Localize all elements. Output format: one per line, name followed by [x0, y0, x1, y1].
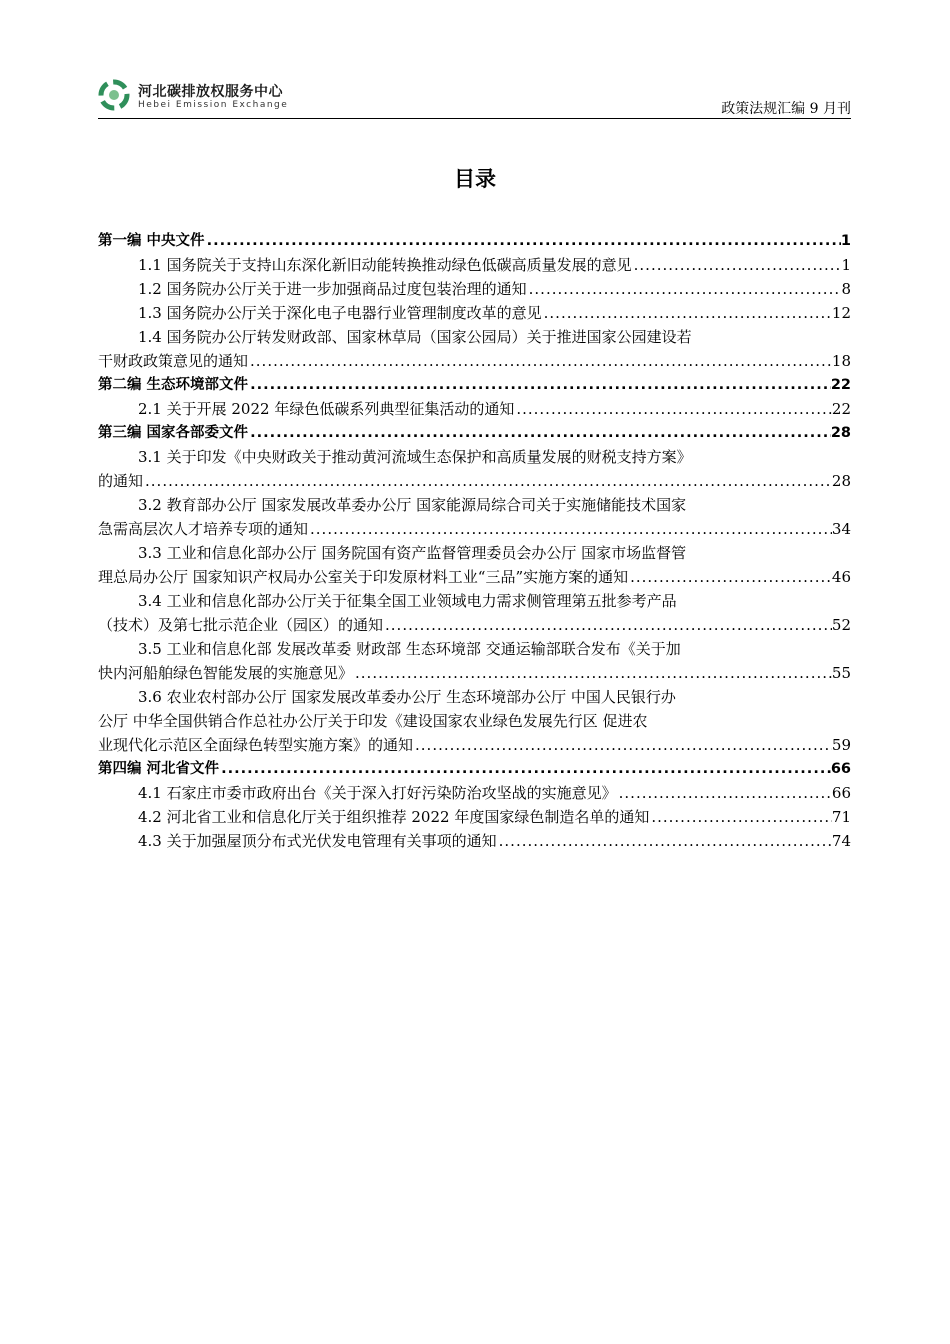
item-title-line: 急需高层次人才培养专项的通知 — [98, 520, 309, 538]
issue-label: 政策法规汇编 9 月刊 — [721, 101, 851, 117]
toc-section[interactable] — [98, 373, 851, 397]
item-page-number: 34 — [831, 520, 851, 538]
dot-leader — [527, 277, 842, 301]
item-title-line: 快内河船舶绿色智能发展的实施意见》 — [98, 664, 354, 682]
item-title-line: 3.4 工业和信息化部办公厅关于征集全国工业领域电力需求侧管理第五批参考产品 — [138, 592, 677, 610]
toc-item[interactable] — [98, 445, 851, 493]
toc-entry-row[interactable] — [98, 757, 851, 781]
item-title-line: 2.1 关于开展 2022 年绿色低碳系列典型征集活动的通知 — [138, 400, 515, 418]
toc-section[interactable] — [98, 421, 851, 445]
item-page-number: 22 — [831, 400, 851, 418]
dot-leader — [383, 613, 832, 637]
item-title-line: 的通知 — [98, 472, 144, 490]
dot-leader — [205, 229, 841, 253]
organization-name-en: Hebei Emission Exchange — [138, 100, 289, 110]
dot-leader — [617, 781, 832, 805]
toc-item[interactable] — [98, 829, 851, 853]
toc-entry-row[interactable] — [98, 349, 851, 373]
item-title-line: （技术）及第七批示范企业（园区）的通知 — [98, 616, 384, 634]
dot-leader — [413, 733, 832, 757]
dot-leader — [219, 757, 831, 781]
toc-entry-row[interactable] — [98, 565, 851, 589]
item-page-number: 59 — [831, 736, 851, 754]
item-title-line: 干财政政策意见的通知 — [98, 352, 249, 370]
section-page-number: 28 — [830, 425, 851, 441]
item-page-number: 8 — [841, 280, 851, 298]
dot-leader — [632, 253, 842, 277]
dot-leader — [628, 565, 832, 589]
dot-leader — [353, 661, 832, 685]
item-title-line: 3.1 关于印发《中央财政关于推动黄河流域生态保护和高质量发展的财税支持方案》 — [138, 448, 692, 466]
dot-leader — [248, 421, 831, 445]
dot-leader — [514, 397, 832, 421]
item-page-number: 55 — [831, 664, 851, 682]
item-title-line: 理总局办公厅 国家知识产权局办公室关于印发原材料工业“三品”实施方案的通知 — [98, 568, 629, 586]
table-of-contents — [98, 229, 851, 853]
item-title-line: 1.3 国务院办公厅关于深化电子电器行业管理制度改革的意见 — [138, 304, 542, 322]
toc-item[interactable] — [98, 277, 851, 301]
hebei-emission-exchange-logo-icon — [98, 78, 130, 112]
dot-leader — [248, 349, 832, 373]
dot-leader — [143, 469, 832, 493]
dot-leader — [248, 373, 831, 397]
section-page-number: 66 — [830, 761, 851, 777]
toc-entry-row[interactable] — [98, 613, 851, 637]
item-page-number: 74 — [831, 832, 851, 850]
toc-entry-row[interactable] — [98, 733, 851, 757]
toc-entry-row[interactable] — [98, 517, 851, 541]
header-divider — [98, 118, 851, 119]
item-page-number: 1 — [841, 256, 851, 274]
section-page-number: 22 — [830, 377, 851, 393]
item-title-line: 4.3 关于加强屋顶分布式光伏发电管理有关事项的通知 — [138, 832, 497, 850]
item-page-number: 28 — [831, 472, 851, 490]
toc-entry-row[interactable] — [138, 397, 851, 421]
toc-item[interactable] — [98, 397, 851, 421]
toc-entry-row[interactable] — [138, 277, 851, 301]
toc-section[interactable] — [98, 757, 851, 781]
item-title-line: 4.2 河北省工业和信息化厅关于组织推荐 2022 年度国家绿色制造名单的通知 — [138, 808, 650, 826]
item-page-number: 52 — [831, 616, 851, 634]
item-page-number: 71 — [831, 808, 851, 826]
toc-item[interactable] — [98, 541, 851, 589]
organization-name-cn: 河北碳排放权服务中心 — [138, 84, 283, 100]
toc-entry-row[interactable] — [138, 805, 851, 829]
item-page-number: 18 — [831, 352, 851, 370]
toc-title: 目录 — [454, 167, 496, 191]
item-title-line: 4.1 石家庄市委市政府出台《关于深入打好污染防治攻坚战的实施意见》 — [138, 784, 617, 802]
toc-entry-row[interactable] — [98, 469, 851, 493]
toc-item[interactable] — [98, 637, 851, 685]
toc-entry-row[interactable] — [98, 421, 851, 445]
item-page-number: 12 — [831, 304, 851, 322]
item-title-line: 1.2 国务院办公厅关于进一步加强商品过度包装治理的通知 — [138, 280, 527, 298]
toc-item[interactable] — [98, 589, 851, 637]
toc-item[interactable] — [98, 685, 851, 757]
section-title: 第二编 生态环境部文件 — [98, 377, 249, 393]
item-page-number: 46 — [831, 568, 851, 586]
item-title-line: 3.2 教育部办公厅 国家发展改革委办公厅 国家能源局综合司关于实施储能技术国家 — [138, 496, 687, 514]
toc-entry-row[interactable] — [138, 253, 851, 277]
page-header — [98, 78, 851, 118]
section-title: 第四编 河北省文件 — [98, 761, 220, 777]
toc-entry-row[interactable] — [98, 373, 851, 397]
item-title-line: 公厅 中华全国供销合作总社办公厅关于印发《建设国家农业绿色发展先行区 促进农 — [98, 712, 648, 730]
item-title-line: 3.5 工业和信息化部 发展改革委 财政部 生态环境部 交通运输部联合发布《关于加 — [138, 640, 681, 658]
toc-section[interactable] — [98, 229, 851, 253]
toc-entry-row[interactable] — [98, 229, 851, 253]
dot-leader — [497, 829, 832, 853]
item-title-line: 3.6 农业农村部办公厅 国家发展改革委办公厅 生态环境部办公厅 中国人民银行办 — [138, 688, 676, 706]
dot-leader — [649, 805, 832, 829]
dot-leader — [542, 301, 832, 325]
dot-leader — [308, 517, 832, 541]
toc-entry-row[interactable] — [138, 829, 851, 853]
item-title-line: 业现代化示范区全面绿色转型实施方案》的通知 — [98, 736, 414, 754]
toc-item[interactable] — [98, 805, 851, 829]
item-title-line: 3.3 工业和信息化部办公厅 国务院国有资产监督管理委员会办公厅 国家市场监督管 — [138, 544, 687, 562]
toc-entry-row[interactable] — [138, 301, 851, 325]
item-page-number: 66 — [831, 784, 851, 802]
item-title-line: 1.4 国务院办公厅转发财政部、国家林草局（国家公园局）关于推进国家公园建设若 — [138, 328, 692, 346]
toc-entry-row[interactable] — [138, 781, 851, 805]
toc-item[interactable] — [98, 493, 851, 541]
toc-entry-row[interactable] — [98, 661, 851, 685]
toc-item[interactable] — [98, 781, 851, 805]
toc-item[interactable] — [98, 301, 851, 325]
section-title: 第一编 中央文件 — [98, 233, 205, 249]
toc-item[interactable] — [98, 325, 851, 373]
item-title-line: 1.1 国务院关于支持山东深化新旧动能转换推动绿色低碳高质量发展的意见 — [138, 256, 632, 274]
section-title: 第三编 国家各部委文件 — [98, 425, 249, 441]
section-page-number: 1 — [840, 233, 851, 249]
toc-item[interactable] — [98, 253, 851, 277]
